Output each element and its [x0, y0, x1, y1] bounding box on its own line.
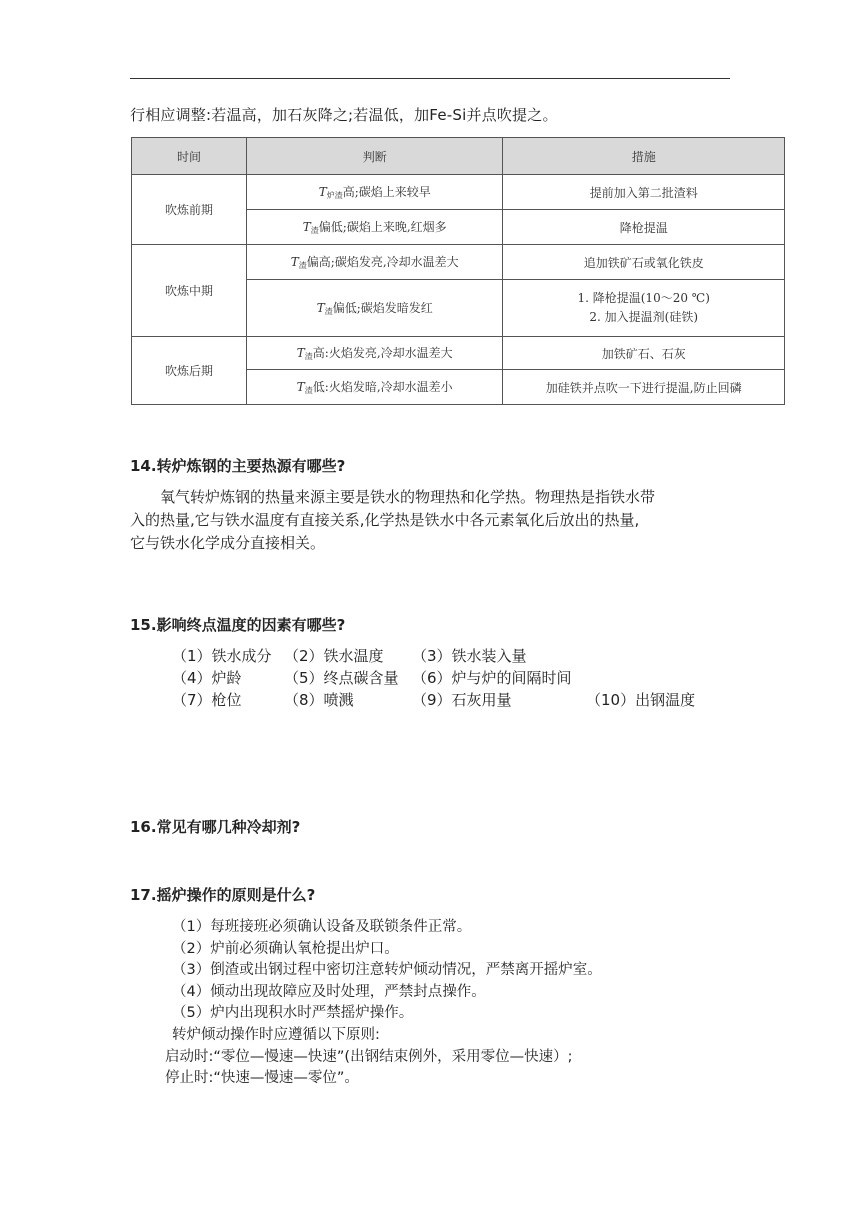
list-item: （1）每班接班必须确认设备及联锁条件正常。 — [172, 919, 472, 935]
list-item: （5）炉内出现积水时严禁摇炉操作。 — [172, 1005, 414, 1022]
judgement-cell: $T_渣$偏高;碳焰发亮,冷却水温差大 — [247, 245, 503, 280]
judgement-cell: $T_渣$偏低;碳焰上来晚,红烟多 — [247, 210, 503, 245]
period-late: 吹炼后期 — [132, 337, 247, 405]
list-item: 停止时:“快速—慢速—零位”。 — [165, 1070, 359, 1087]
list-item: （4）倾动出现故障应及时处理，严禁封点操作。 — [172, 983, 486, 1000]
list-item: （2）炉前必须确认氧枪提出炉口。 — [172, 940, 399, 957]
measure-cell: 加铁矿石、石灰 — [503, 337, 785, 370]
intro-text: 行相应调整:若温高，加石灰降之;若温低，加Fe-Si并点吹提之。 — [130, 106, 558, 124]
paragraph-line: 它与铁水化学成分直接相关。 — [130, 534, 326, 552]
measure-cell: 降枪提温 — [503, 210, 785, 245]
measure-cell: 追加铁矿石或氧化铁皮 — [503, 245, 785, 280]
header-judgement: 判断 — [247, 138, 503, 175]
measure-line: 2. 加入提温剂(硅铁) — [589, 310, 699, 324]
list-item: 启动时:“零位—慢速—快速”(出钢结束例外，采用零位—快速）; — [165, 1048, 573, 1065]
q15-heading: 15.影响终点温度的因素有哪些? — [130, 616, 346, 634]
table-header-row — [132, 138, 785, 175]
q17-answer — [165, 917, 602, 1090]
table-row — [132, 337, 785, 370]
header-rule — [130, 78, 730, 79]
period-early: 吹炼前期 — [132, 175, 247, 245]
table-row — [132, 245, 785, 280]
judgement-cell: $T_渣$高:火焰发亮,冷却水温差大 — [247, 337, 503, 370]
header-measure: 措施 — [503, 138, 785, 175]
measure-cell: 提前加入第二批渣料 — [503, 175, 785, 210]
judgement-cell: $T_渣$低:火焰发暗,冷却水温差小 — [247, 370, 503, 405]
paragraph-line: 氧气转炉炼钢的热量来源主要是铁水的物理热和化学热。物理热是指铁水带 — [160, 488, 656, 506]
measure-cell — [503, 280, 785, 337]
header-time: 时间 — [132, 138, 247, 175]
judgement-cell: $T_{炉渣}$高;碳焰上来较早 — [247, 175, 503, 210]
q14-answer — [130, 486, 730, 555]
measure-line: 1. 降枪提温(10～20 ℃) — [577, 291, 710, 305]
measure-cell: 加硅铁并点吹一下进行提温,防止回磷 — [503, 370, 785, 405]
table-row — [132, 175, 785, 210]
judgement-cell: $T_渣$偏低;碳焰发暗发红 — [247, 280, 503, 337]
paragraph-line: 入的热量,它与铁水温度有直接关系,化学热是铁水中各元素氧化后放出的热量, — [130, 511, 640, 529]
q16-heading: 16.常见有哪几种冷却剂? — [130, 818, 301, 836]
q14-heading: 14.转炉炼钢的主要热源有哪些? — [130, 457, 346, 475]
temperature-control-table — [131, 137, 785, 405]
list-item: （3）倒渣或出钢过程中密切注意转炉倾动情况，严禁离开摇炉室。 — [172, 962, 602, 979]
list-item: 转炉倾动操作时应遵循以下原则: — [172, 1026, 380, 1043]
q17-heading: 17.摇炉操作的原则是什么? — [130, 886, 316, 904]
period-middle: 吹炼中期 — [132, 245, 247, 337]
